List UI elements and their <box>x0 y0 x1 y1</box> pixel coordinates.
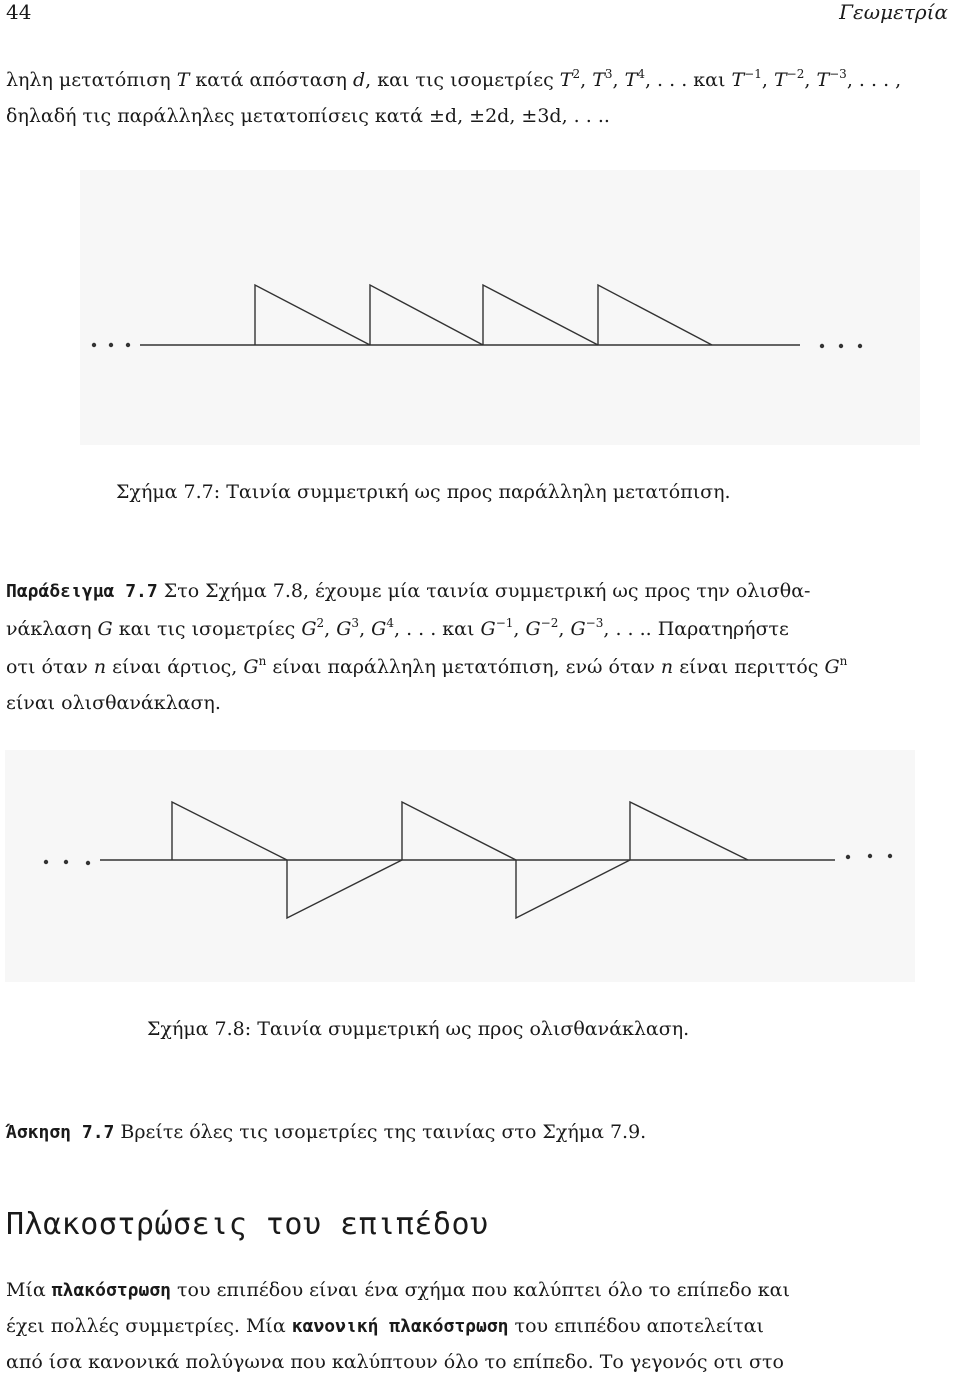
example-line-1: Παράδειγμα 7.7 Στο Σχήμα 7.8, έχουμε μία ταινία συμμετρική ως προς την ολισθα- <box>6 580 811 602</box>
ellipsis-dot <box>820 344 824 348</box>
figure-7-8-caption: Σχήμα 7.8: Ταινία συμμετρική ως προς ολισθανάκλαση. <box>147 1018 690 1040</box>
ellipsis-dot <box>868 854 872 858</box>
ellipsis-dot <box>44 860 48 864</box>
example-line-3: οτι όταν n είναι άρτιος, $G^n$ είναι παράλληλη μετατόπιση, ενώ όταν n είναι περιττός $G^n$ <box>6 653 848 678</box>
figure-background <box>5 750 915 982</box>
running-title: Γεωμετρία <box>839 0 948 24</box>
term-tiling: πλακόστρωση <box>51 1280 171 1301</box>
ellipsis-dot <box>92 343 96 347</box>
exercise-label: Άσκηση 7.7 <box>6 1122 115 1143</box>
figure-background <box>80 170 920 445</box>
page-number: 44 <box>6 0 32 24</box>
figure-glide-reflection-frieze <box>0 750 960 985</box>
ellipsis-dot <box>64 860 68 864</box>
ellipsis-dot <box>839 344 843 348</box>
ellipsis-dot <box>126 343 130 347</box>
ellipsis-dot <box>86 861 90 865</box>
body-line-3: από ίσα κανονικά πολύγωνα που καλύπτουν όλο το επίπεδο. Το γεγονός οτι στο <box>6 1351 784 1373</box>
section-title: Πλακοστρώσεις του επιπέδου <box>6 1207 489 1242</box>
example-line-2: νάκλαση G και τις ισομετρίες $G^2$, $G^3$, $G^4$, . . . και $G^{-1}$, $G^{-2}$, $G^{-3}$, . . .. Παρατηρήστε <box>6 615 789 640</box>
figure-7-7-caption: Σχήμα 7.7: Ταινία συμμετρική ως προς παράλληλη μετατόπιση. <box>116 481 731 503</box>
ellipsis-dot <box>888 854 892 858</box>
ellipsis-dot <box>109 343 113 347</box>
example-line-4: είναι ολισθανάκλαση. <box>6 692 221 714</box>
exercise-line: Άσκηση 7.7 Βρείτε όλες τις ισομετρίες της ταινίας στο Σχήμα 7.9. <box>6 1121 647 1143</box>
ellipsis-dot <box>858 344 862 348</box>
intro-line-1: ληλη μετατόπιση T κατά απόσταση d, και τις ισομετρίες $T^2$, $T^3$, $T^4$, . . . και $T^{-1}$, $T^{-2}$, $T^{-3}$, . . . , <box>6 66 902 91</box>
intro-line-2: δηλαδή τις παράλληλες μετατοπίσεις κατά ±d, ±2d, ±3d, . . .. <box>6 105 610 127</box>
body-line-2: έχει πολλές συμμετρίες. Μία κανονική πλακόστρωση του επιπέδου αποτελείται <box>6 1315 764 1337</box>
example-label: Παράδειγμα 7.7 <box>6 581 158 602</box>
ellipsis-dot <box>846 855 850 859</box>
body-line-1: Μία πλακόστρωση του επιπέδου είναι ένα σχήμα που καλύπτει όλο το επίπεδο και <box>6 1279 790 1301</box>
term-regular-tiling: κανονική πλακόστρωση <box>291 1316 509 1337</box>
figure-translation-frieze <box>0 170 960 450</box>
